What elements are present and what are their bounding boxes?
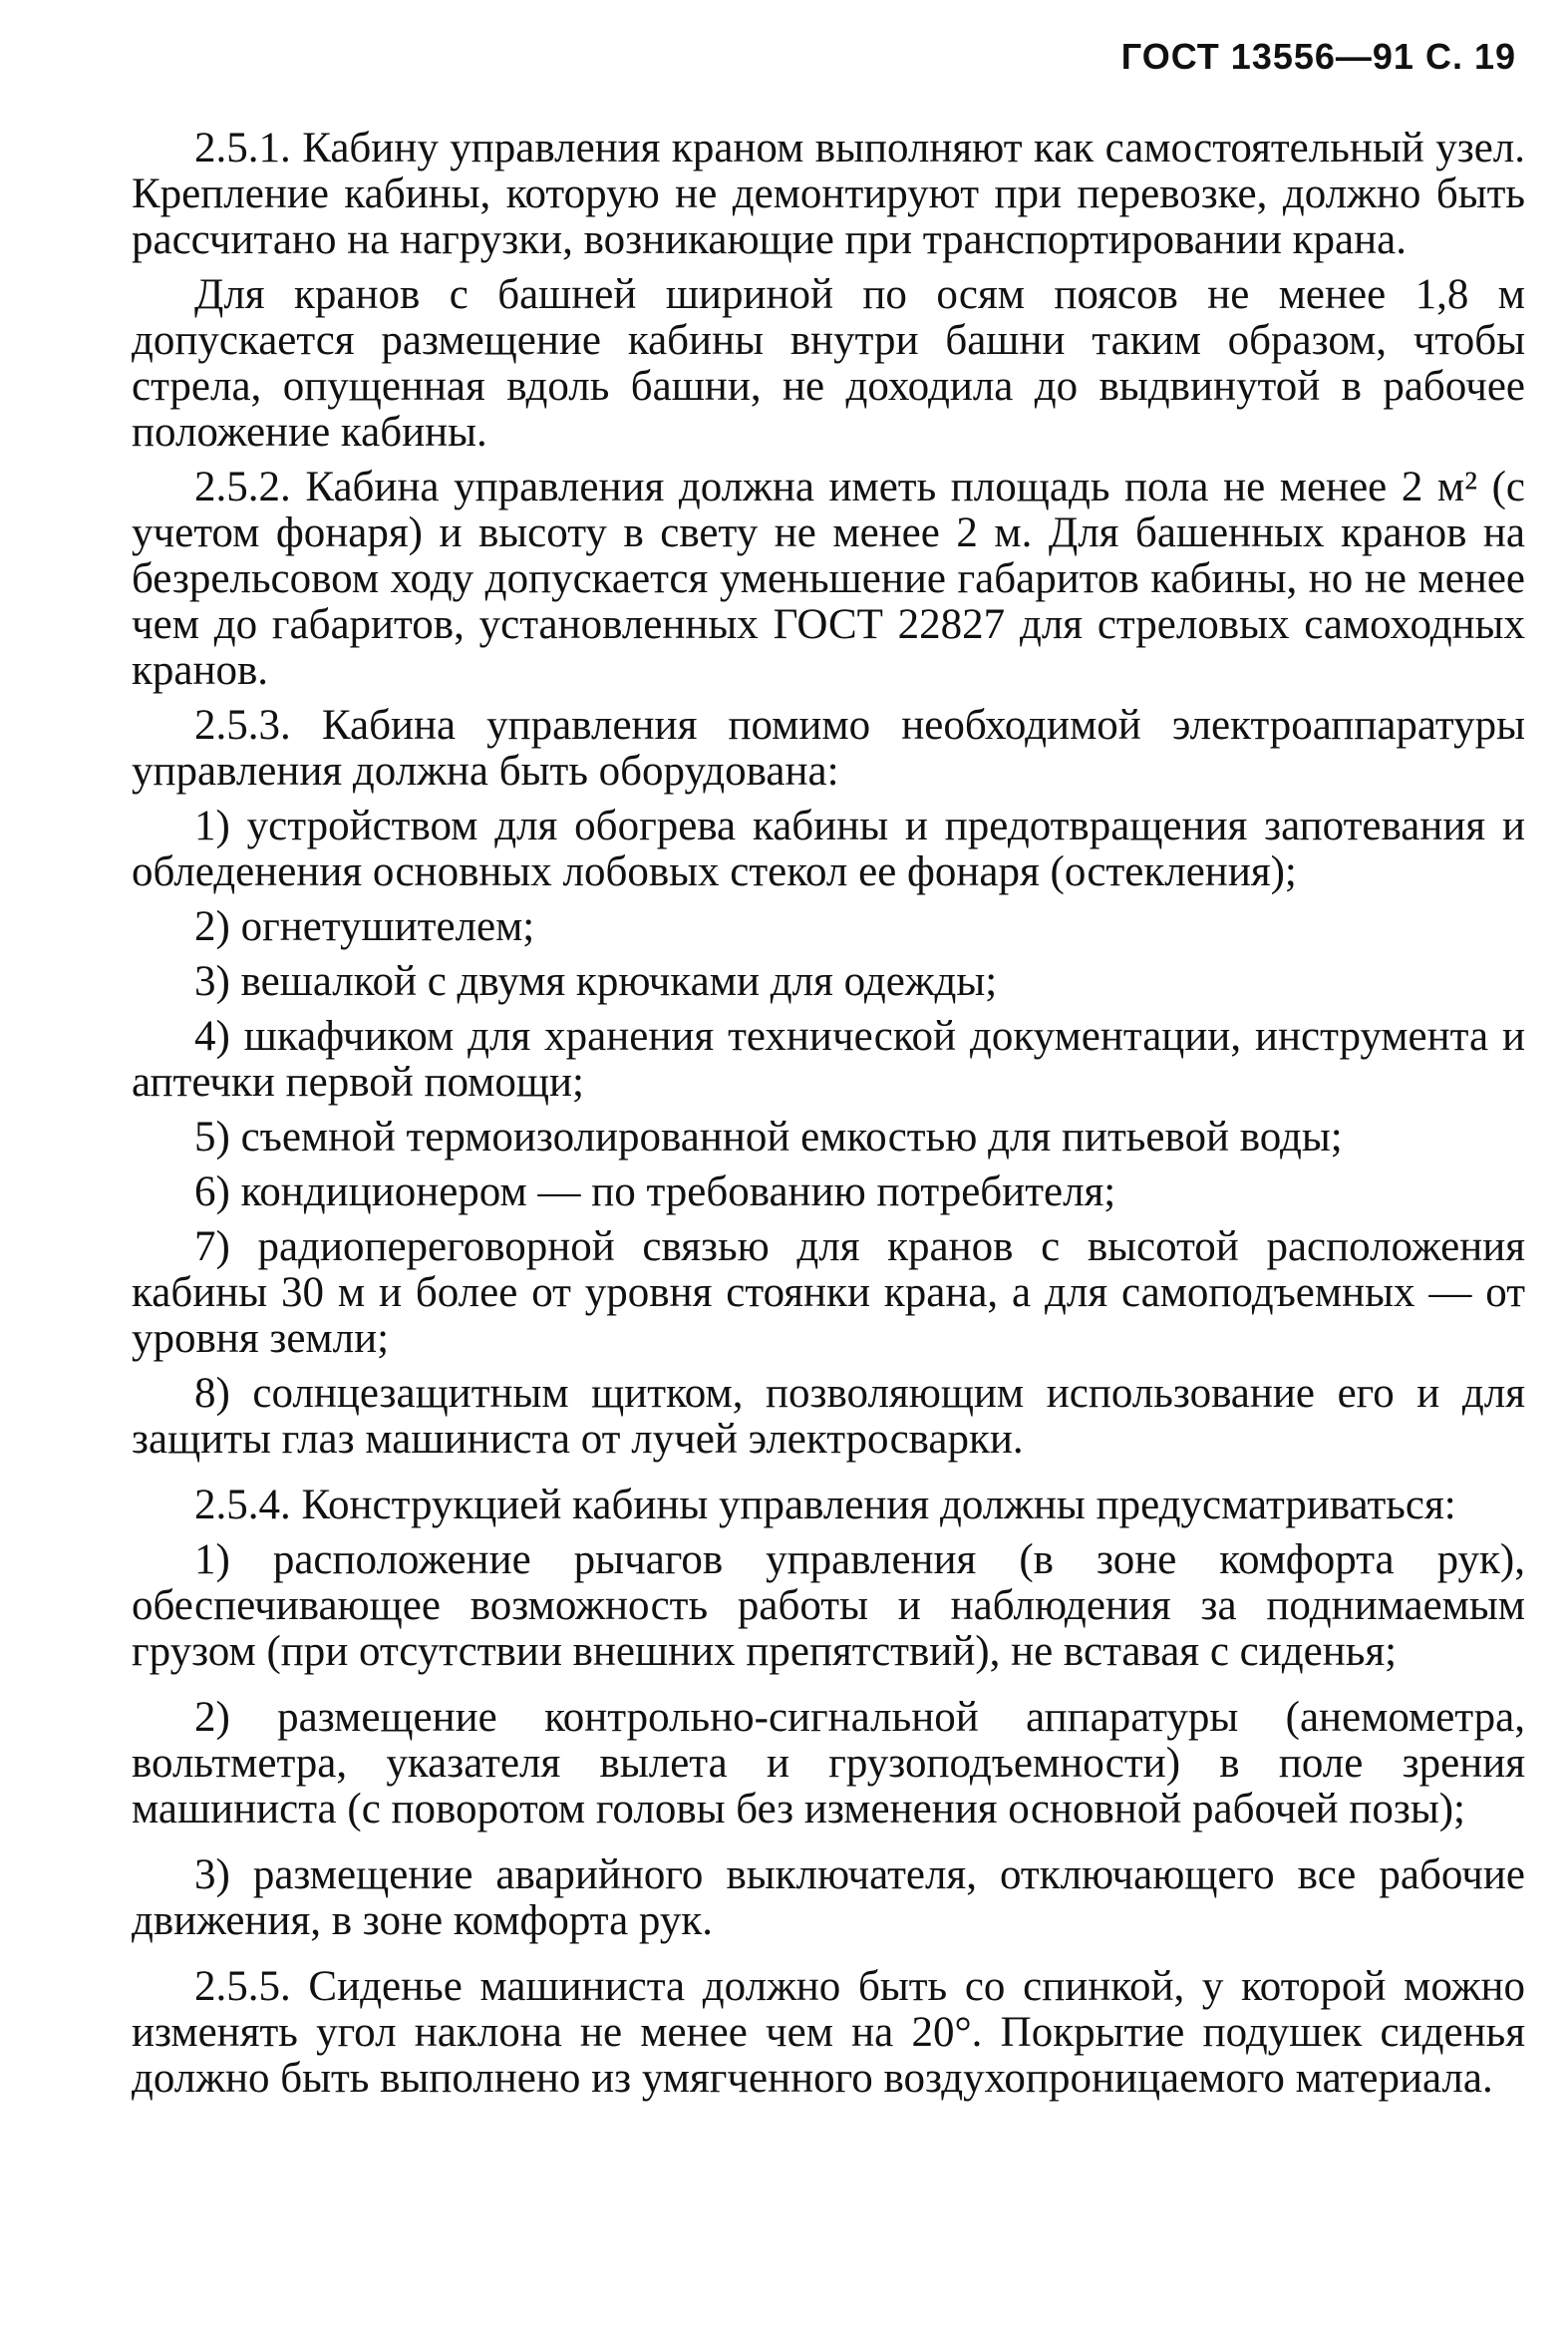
list-item: 3) вешалкой с двумя крючками для одежды; [194, 958, 998, 1005]
list-item: 3) размещение аварийного выключателя, отключающего все рабочие движения, в зоне комфорта рук. [132, 1851, 1525, 1944]
list-item: 2) размещение контрольно-сигнальной аппаратуры (анемометра, вольтметра, указателя вылета и грузоподъемности) в поле зрения машиниста (с поворотом головы без изменения основной рабочей позы); [132, 1694, 1525, 1832]
paragraph-2-5-4: 2.5.4. Конструкцией кабины управления должны предусматриваться: [194, 1482, 1456, 1528]
list-item: 7) радиопереговорной связью для кранов с высотой расположения кабины 30 м и более от уровня стоянки крана, а для самоподъемных — от уровня земли; [132, 1223, 1525, 1362]
document-body [132, 126, 1525, 2111]
list-item: 1) устройством для обогрева кабины и предотвращения запотевания и обледенения основных лобовых стекол ее фонаря (остекления); [132, 803, 1525, 895]
list-item: 5) съемной термоизолированной емкостью для питьевой воды; [194, 1114, 1343, 1161]
paragraph-2-5-2: 2.5.2. Кабина управления должна иметь площадь пола не менее 2 м² (с учетом фонаря) и высоту в свету не менее 2 м. Для башенных кранов на безрельсовом ходу допускается уменьшение габаритов кабины, но не менее чем до габаритов, установленных ГОСТ 22827 для стреловых самоходных кранов. [132, 464, 1525, 694]
paragraph-2-5-1: 2.5.1. Кабину управления краном выполняют как самостоятельный узел. Крепление кабины, которую не демонтируют при перевозке, должно быть рассчитано на нагрузки, возникающие при транспортировании крана. [132, 125, 1525, 263]
paragraph-2-5-3: 2.5.3. Кабина управления помимо необходимой электроаппаратуры управления должна быть оборудована: [132, 702, 1525, 795]
list-item: 1) расположение рычагов управления (в зоне комфорта рук), обеспечивающее возможность работы и наблюдения за поднимаемым грузом (при отсутствии внешних препятствий), не вставая с сиденья; [132, 1536, 1525, 1675]
list-item: 8) солнцезащитным щитком, позволяющим использование его и для защиты глаз машиниста от лучей электросварки. [132, 1370, 1525, 1463]
list-item: 4) шкафчиком для хранения технической документации, инструмента и аптечки первой помощи; [132, 1013, 1525, 1106]
paragraph-tower-cabin: Для кранов с башней шириной по осям поясов не менее 1,8 м допускается размещение кабины внутри башни таким образом, чтобы стрела, опущенная вдоль башни, не доходила до выдвинутой в рабочее положение кабины. [132, 271, 1525, 456]
running-header: ГОСТ 13556—91 С. 19 [1120, 36, 1516, 77]
list-item: 6) кондиционером — по требованию потребителя; [194, 1168, 1116, 1215]
paragraph-2-5-5: 2.5.5. Сиденье машиниста должно быть со спинкой, у которой можно изменять угол наклона не менее чем на 20°. Покрытие подушек сиденья должно быть выполнено из умягченного воздухопроницаемого материала. [132, 1963, 1525, 2102]
list-item: 2) огнетушителем; [194, 903, 535, 950]
